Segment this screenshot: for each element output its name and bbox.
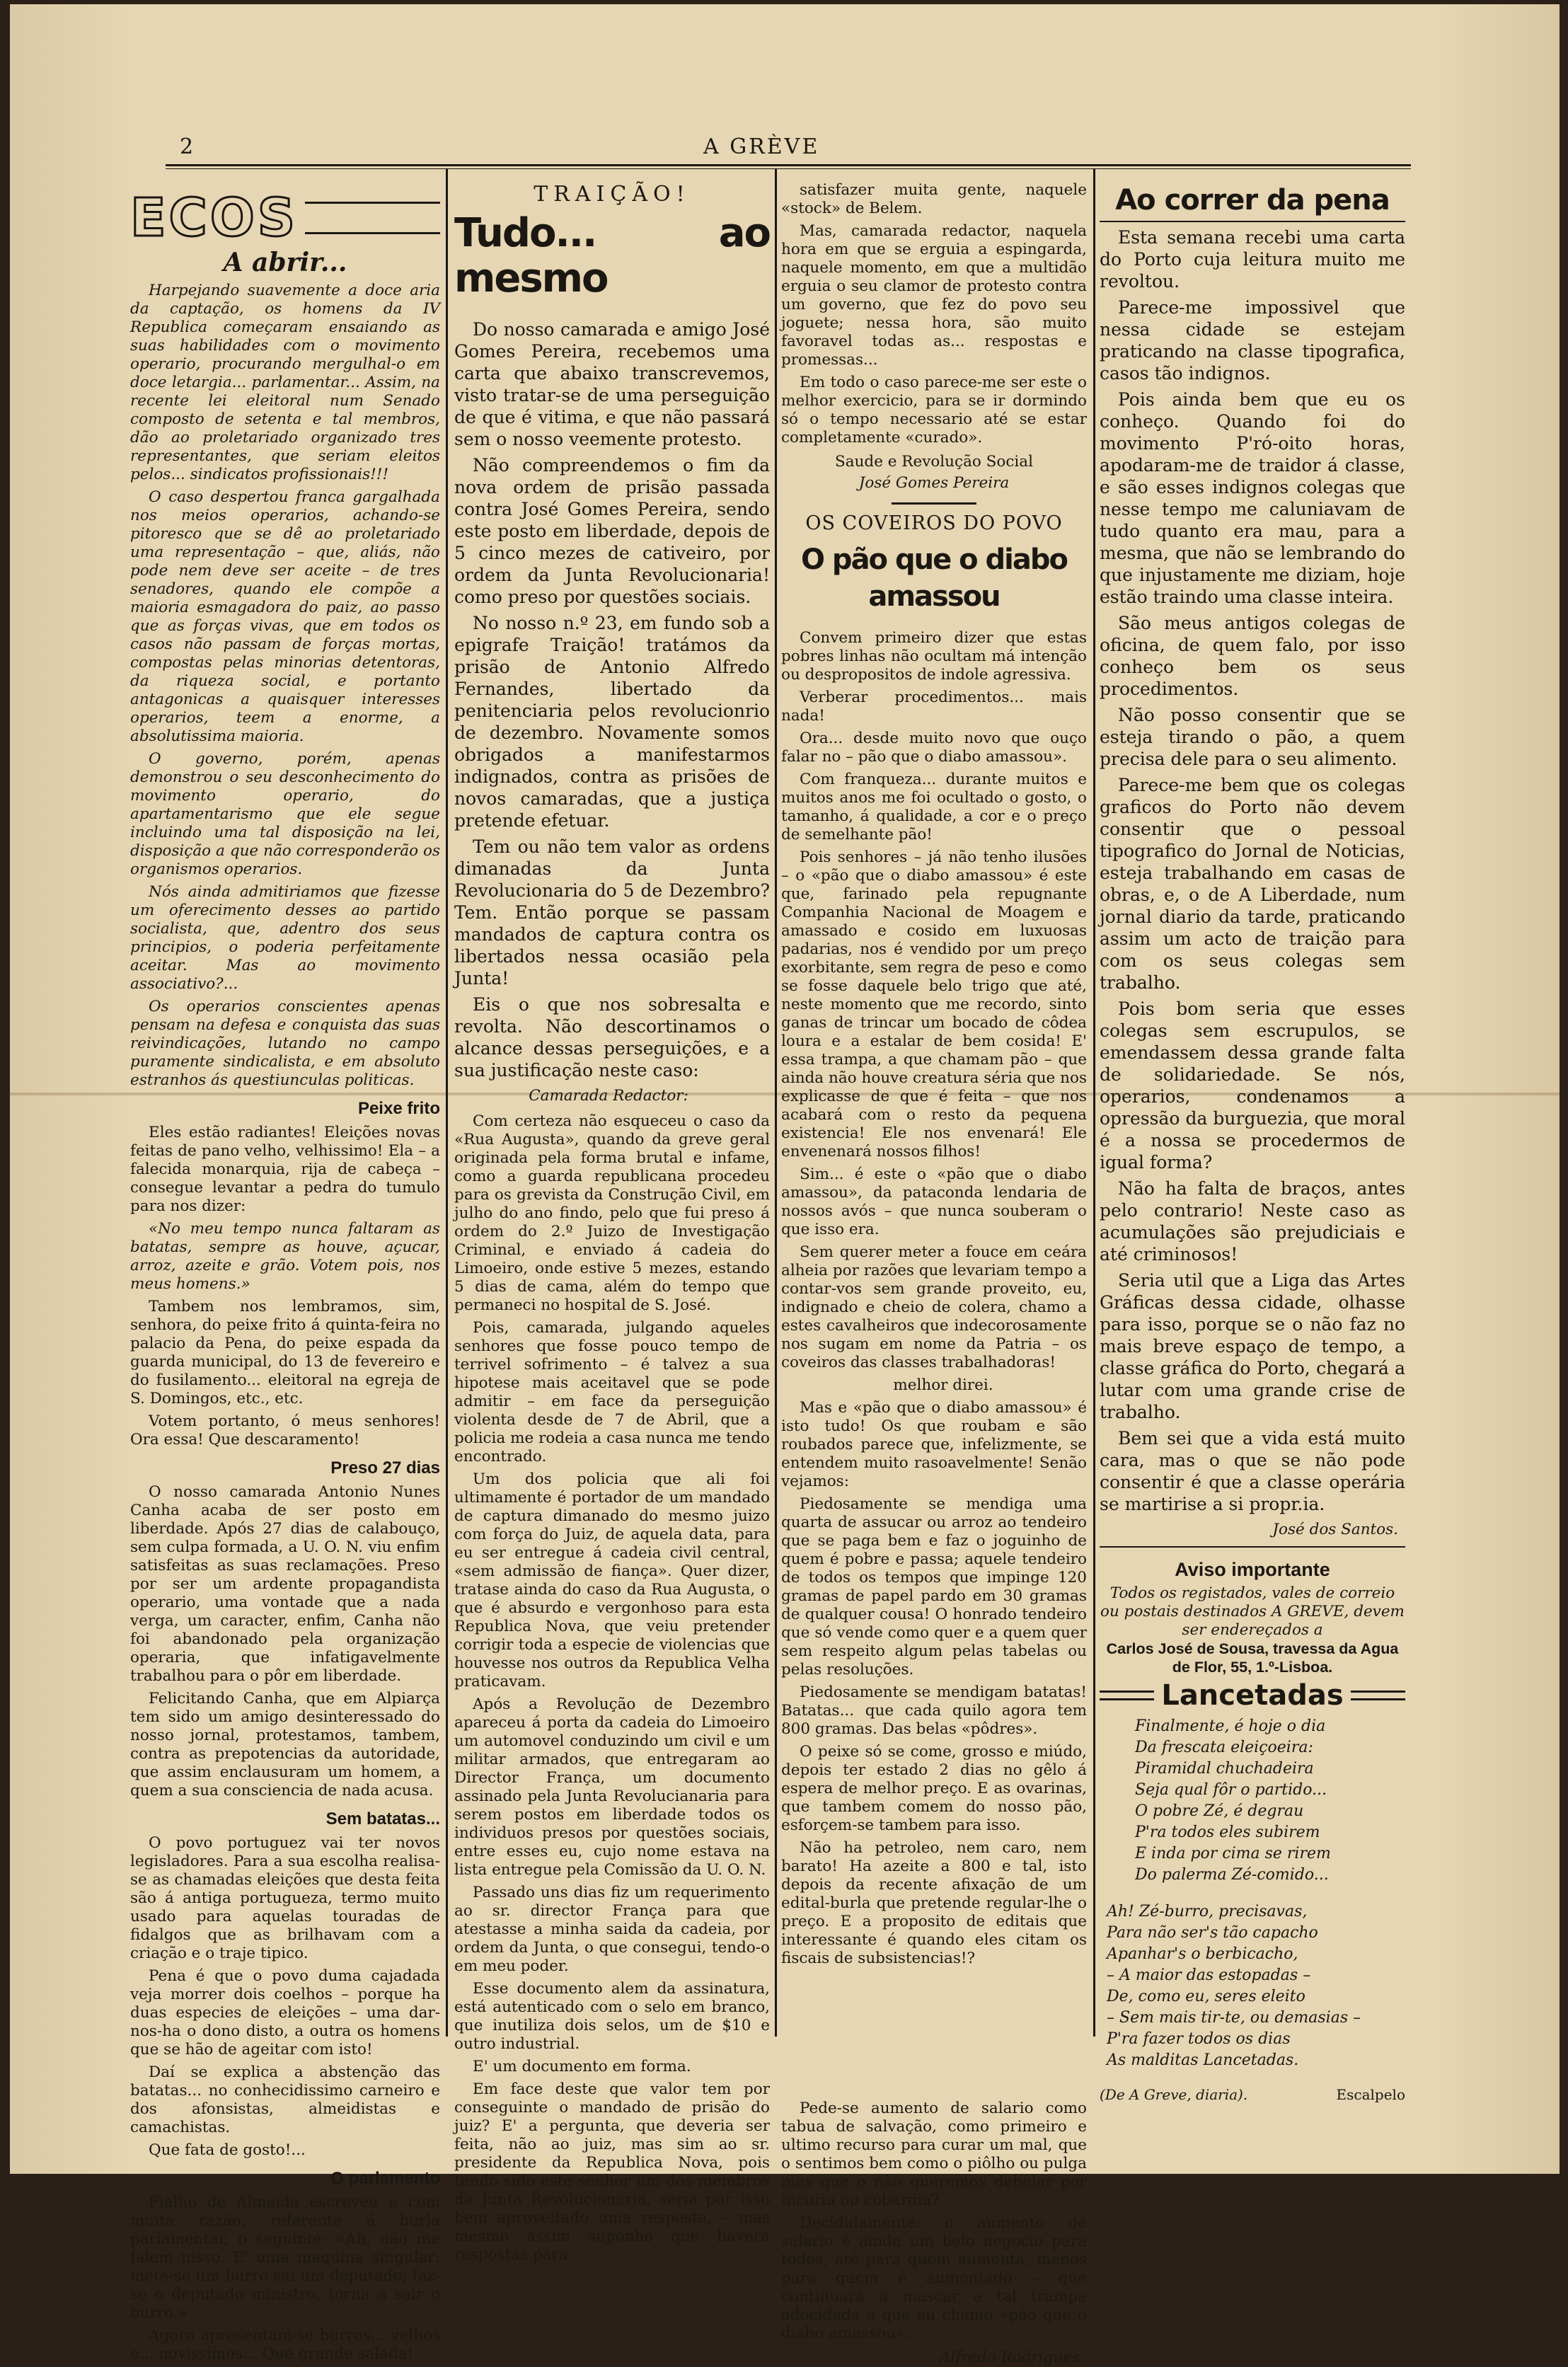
section-dash bbox=[892, 502, 976, 505]
notice-address: Carlos José de Sousa, travessa da Agua de Flor, 55, 1.º-Lisboa. bbox=[1106, 1640, 1399, 1676]
article-paragraph: Piedosamente se mendiga uma quarta de assucar ou arroz ao tendeiro que se paga bem e faz o joguinho de quem é pobre e passa; aquele tendeiro de todos os tempos que impinge 120 gramas de papel pardo em 30 gramas de qualquer cousa! O honrado tendeiro que só vende como quer e a quem quer sem respeito algum pelas tabelas ou pelas resoluções. bbox=[781, 1495, 1087, 1678]
article-paragraph: Pois ainda bem que eu os conheço. Quando foi do movimento P'ró-oito horas, apodaram-me de traidor á classe, e são esses indignos colegas que nesse tempo me caluniavam de tudo quanto era mau, para a mesma, que não se lembrando do que injustamente me diziam, hoje estão traindo uma classe inteira. bbox=[1100, 389, 1405, 607]
letter-paragraph: Em face deste que valor tem por conseguinte o mandado de prisão do juiz? E' a pergunta, que deveria ser feita, não ao juiz, mas sim ao sr. presidente da Republica Nova, pois tendo sido este senhor um dos membros da Junta Revolucionaria, seria por isso bem aproveitado uma resposta, – mas mesmo assim suponho que haverá respostas para bbox=[454, 2080, 770, 2264]
page-number: 2 bbox=[180, 134, 194, 159]
lancetadas-heading bbox=[1100, 1679, 1405, 1712]
article-paragraph: Esta semana recebi uma carta do Porto cuja leitura muito me revoltou. bbox=[1100, 227, 1405, 292]
verse-stanza bbox=[1107, 1901, 1405, 2071]
article-paragraph: Pois bom seria que esses colegas sem escrupulos, se emendassem dessa grande falta de solidariedade. Se nós, operarios, condenamos a opressão da burguezia, que moral é a nossa se procedermos de igual forma? bbox=[1100, 998, 1405, 1173]
article-paragraph: Não ha falta de braços, antes pelo contrario! Neste caso as acumulações são prejudiciais e até criminosos! bbox=[1100, 1178, 1405, 1265]
article-signature: Alfredo Rodrigues bbox=[939, 2349, 1080, 2366]
ecos-lines bbox=[305, 202, 440, 234]
verse-line: Piramidal chuchadeira bbox=[1135, 1760, 1314, 1778]
verse-line: – Sem mais tir-te, ou demasias – bbox=[1107, 2009, 1361, 2027]
article-paragraph: Eis o que nos sobresalta e revolta. Não descortinamos o alcance dessas perseguições, e a sua justificação neste caso: bbox=[454, 994, 770, 1081]
title-rule bbox=[1100, 221, 1405, 222]
letter-paragraph: Esse documento alem da assinatura, está autenticado com o selo em branco, que inutiliza dois selos, um de $10 e outro industrial. bbox=[454, 1980, 770, 2053]
article-paragraph: Sim... é este o «pão que o diabo amassou», da pataconda lendaria de nossos avós – que nunca souberam o que isso era. bbox=[781, 1165, 1087, 1238]
article-paragraph: Pena é que o povo duma cajadada veja morrer dois coelhos – porque ha duas especies de eleições – uma dar-nos-ha o dono disto, a outra os homens que se hão de ageitar com isto! bbox=[130, 1967, 440, 2058]
column-divider bbox=[1093, 168, 1095, 2037]
article-headline: O pão que o diabo amassou bbox=[801, 543, 1067, 613]
verse-line: As malditas Lancetadas. bbox=[1107, 2051, 1299, 2069]
verse-line: Seja qual fôr o partido... bbox=[1135, 1781, 1327, 1799]
blank-space bbox=[781, 1972, 1087, 2100]
verse-line: Apanhar's o berbicacho, bbox=[1107, 1945, 1298, 1963]
heading-rule bbox=[1100, 1691, 1154, 1700]
article-paragraph: Não compreendemos o fim da nova ordem de prisão passada contra José Gomes Pereira, sendo este posto em liberdade, depois de 5 cinco mezes de cativeiro, por ordem da Junta Revolucionaria! como preso por questões sociais. bbox=[454, 455, 770, 607]
letter-paragraph: Mas, camarada redactor, naquela hora em que se erguia a espingarda, naquele momento, em que a multidão erguia o seu clamor de protesto contra um governo, que fez do povo seu joguete; nessa hora, são muito favoravel todas as... respostas e promessas... bbox=[781, 222, 1087, 369]
article-paragraph: Mas e «pão que o diabo amassou» é isto tudo! Os que roubam e são roubados parece que, infelizmente, se entendem muito rasoavelmente! Senão vejamos: bbox=[781, 1399, 1087, 1490]
letter-signature: José Gomes Pereira bbox=[858, 474, 1010, 492]
article-paragraph: Do nosso camarada e amigo José Gomes Pereira, recebemos uma carta que abaixo transcrevemos, visto tratar-se de uma perseguição de que é vitima, e que não passará sem o nosso veemente protesto. bbox=[454, 319, 770, 449]
verse-stanza bbox=[1135, 1716, 1405, 1886]
verse-line: Da frescata eleiçoeira: bbox=[1135, 1739, 1313, 1756]
article-paragraph: Daí se explica a abstenção das batatas... no conhecidissimo carneiro e dos afonsistas, almeidistas e camachistas. bbox=[130, 2063, 440, 2136]
article-paragraph: Felicitando Canha, que em Alpiarça tem sido um amigo desinteressado do nosso jornal, protestamos, tambem, contra as prepotencias da autoridade, que assim enclausuram um homem, a quem a sua consciencia de nada acusa. bbox=[130, 1690, 440, 1799]
article-kicker: TRAIÇÃO! bbox=[534, 182, 691, 207]
article-paragraph: O governo, porém, apenas demonstrou o seu desconhecimento do movimento operario, do apartamentarismo que ele segue incluindo uma tal disposição na lei, disposição a que não corresponderão os organismos operarios. bbox=[130, 750, 440, 878]
article-paragraph: Tambem nos lembramos, sim, senhora, do peixe frito á quinta-feira no palacio da Pena, do peixe espada da guarda municipal, do 13 de fevereiro e do fusilamento... eleitoral na egreja de S. Domingos, etc., etc. bbox=[130, 1298, 440, 1407]
letter-paragraph: Com certeza não esqueceu o caso da «Rua Augusta», quando da greve geral originada pela forma brutal e infame, como a guarda republicana procedeu para os grevista da Construção Civil, em julho do ano findo, pelo que fui preso á ordem do 2.º Juizo de Investigação Criminal, e enviado á cadeia do Limoeiro, onde estive 5 mezes, estando 5 dias de cama, além do tempo que permaneci no hospital de S. José. bbox=[454, 1112, 770, 1314]
ecos-masthead bbox=[130, 190, 440, 246]
column-divider bbox=[775, 168, 777, 2037]
article-title: Ao correr da pena bbox=[1115, 184, 1390, 217]
article-paragraph: Harpejando suavemente a doce aria da captação, os homens da IV Republica começaram ensaiando as suas habilidades com o movimento operario, procurando mergulhal-o em doce letargia... parlamentar... Assim, na recente lei eleitoral num Senado composto de setenta e tal membros, dão ao proletariado organizado tres representantes, que seriam eleitos pelos... sindicatos profissionais!!! bbox=[130, 282, 440, 483]
section-rule bbox=[1100, 1546, 1405, 1548]
article-paragraph: Tem ou não tem valor as ordens dimanadas da Junta Revolucionaria do 5 de Dezembro? Tem. Então porque se passam mandados de captura contra os libertados nessa ocasião pela Junta! bbox=[454, 836, 770, 989]
preso-title: Preso 27 dias bbox=[330, 1458, 440, 1478]
article-paragraph: Os operarios conscientes apenas pensam na defesa e conquista das suas reivindicações, lutando no campo puramente sindicalista, e em absoluto estranhos ás questiunculas politicas. bbox=[130, 998, 440, 1089]
column-correr bbox=[1100, 181, 1405, 2103]
article-paragraph: Não posso consentir que se esteja tirando o pão, a quem precisa dele para o seu alimento. bbox=[1100, 705, 1405, 769]
verse-line: P'ra fazer todos os dias bbox=[1107, 2030, 1291, 2048]
notice-title: Aviso importante bbox=[1175, 1559, 1330, 1580]
verse-line: Ah! Zé-burro, precisavas, bbox=[1107, 1903, 1308, 1920]
article-quote: «No meu tempo nunca faltaram as batatas, sempre as houve, açucar, arroz, azeite e grão. Votem pois, nos meus homens.» bbox=[130, 1220, 440, 1293]
article-paragraph: Fialho de Almeida escreveu e com muita razão, referente á burla parlamentar, o seguinte: «Ah, não me falem nisso. E' uma maquina singular: mete-se um burro sai um deputado; faz-se o deputado ministro, torna a sair o burro.» bbox=[130, 2194, 440, 2322]
verse-line: Para não ser's tão capacho bbox=[1107, 1924, 1318, 1942]
article-paragraph: Verberar procedimentos... mais nada! bbox=[781, 689, 1087, 725]
article-paragraph: Sem querer meter a fouce em ceára alheia por razões que levariam tempo a contar-vos sem grande proveito, eu, indignado e cheio de colera, chamo a estes cavalheiros que indecorosamente nos sugam em nome da Patria – os coveiros das classes trabalhadoras! bbox=[781, 1243, 1087, 1371]
letter-paragraph: Em todo o caso parece-me ser este o melhor exercicio, para se ir dormindo só o tempo necessario até se estar completamente «curado». bbox=[781, 374, 1087, 447]
peixe-title: Peixe frito bbox=[357, 1099, 440, 1118]
letter-paragraph: Após a Revolução de Dezembro apareceu á porta da cadeia do Limoeiro um automovel conduzindo um civil e um militar armados, que entregaram ao Director França, um documento assinado pela Junta Revolucianaria para serem postos em liberdade todos os individuos presos por questões sociais, entre esses eu, cujo nome estava na lista entregue pela Comissão da U. O. N. bbox=[454, 1695, 770, 1879]
verse-line: – A maior das estopadas – bbox=[1107, 1966, 1311, 1984]
article-paragraph: O peixe só se come, grosso e miúdo, depois ter estado 2 dias no gêlo á espera de melhor preço. E as ovarinas, que tambem comem do nosso pão, esforçem-se tambem para isso. bbox=[781, 1743, 1087, 1834]
verse-line: Do palerma Zé-comido... bbox=[1135, 1866, 1329, 1884]
batatas-title: Sem batatas... bbox=[325, 1809, 440, 1828]
article-paragraph: O povo portuguez vai ter novos legisladores. Para a sua escolha realisa-se as chamadas eleições que desta feita são á antiga portugueza, termo muito usado para aquelas touradas de fidalgos que as brilhavam com a criação e o traje tipico. bbox=[130, 1834, 440, 1962]
verse-line: O pobre Zé, é degrau bbox=[1135, 1802, 1304, 1820]
letter-paragraph: E' um documento em forma. bbox=[473, 2058, 691, 2075]
article-paragraph: Piedosamente se mendigam batatas! Batatas... que cada quilo agora tem 800 gramas. Das belas «pôdres». bbox=[781, 1683, 1087, 1738]
letter-paragraph: Pois, camarada, julgando aqueles senhores que fosse pouco tempo de terrivel sofrimento – é talvez a sua hipotese mais aceitavel que se pode admitir – em face da perseguição violenta desde de 7 de Abril, que a policia me rodeia a casa nunca me tendo encontrado. bbox=[454, 1319, 770, 1465]
verse-line: Finalmente, é hoje o dia bbox=[1135, 1717, 1326, 1735]
article-signature: José dos Santos. bbox=[1272, 1521, 1398, 1538]
article-paragraph: Nós ainda admitiriamos que fizesse um oferecimento desses ao partido socialista, que, adentro dos seus principios, o poderia perfeitamente aceitar. Mas ao movimento associativo?... bbox=[130, 883, 440, 993]
letter-paragraph: Passado uns dias fiz um requerimento ao sr. director França para que atestasse a minha saida da cadeia, por ordem da Junta, o que consegui, tendo-o em meu poder. bbox=[454, 1884, 770, 1975]
verse-line: P'ra todos eles subirem bbox=[1135, 1824, 1320, 1841]
verse-line: E inda por cima se rirem bbox=[1135, 1845, 1331, 1862]
poem-footer bbox=[1100, 2085, 1405, 2104]
verse-line: De, como eu, seres eleito bbox=[1107, 1988, 1305, 2005]
article-paragraph: Convem primeiro dizer que estas pobres linhas não ocultam má intenção ou despropositos de indole agressiva. bbox=[781, 629, 1087, 684]
column-divider bbox=[446, 168, 448, 2037]
article-paragraph: Votem portanto, ó meus senhores! Ora essa! Que descaramento! bbox=[130, 1412, 440, 1449]
poem-author: Escalpelo bbox=[1336, 2086, 1405, 2103]
newspaper-page bbox=[10, 4, 1560, 2366]
notice-text: Todos os registados, vales de correio ou postais destinados A GREVE, devem ser endereçados a bbox=[1100, 1584, 1405, 1639]
article-paragraph: Parece-me bem que os colegas graficos do Porto não devem consentir que o pessoal tipografico do Jornal de Noticias, esteja trabalhando em casas de obras, e, o de A Liberdade, num jornal diario da tarde, praticando assim um acto de traição para com os seus colegas sem trabalho. bbox=[1100, 775, 1405, 993]
letter-paragraph: Um dos policia que ali foi ultimamente é portador de um mandado de captura dimanado do mesmo juizo com força do Juiz, de aquela data, para eu ser entregue á cadeia civil central, «sem admissão de fiança». Quer dizer, tratase ainda do caso da Rua Augusta, o que é absurdo e vergonhoso para esta Republica Nova, que veiu pretender corrigir toda a especie de violencias que houvesse nos outros da Republica Velha praticavam. bbox=[454, 1470, 770, 1691]
column-coveiros bbox=[781, 181, 1087, 2366]
abrir-title: A abrir... bbox=[223, 248, 347, 277]
article-paragraph: O nosso camarada Antonio Nunes Canha acaba de ser posto em liberdade. Após 27 dias de calabouço, sem culpa formada, a U. O. N. viu enfim satisfeitas as suas reclamações. Preso por ser um ardente propagandista operario, uma vontade que a nada verga, um caracter, enfim, Canha não foi abandonado pela organização operaria, que infatigavelmente trabalhou para o pôr em liberdade. bbox=[130, 1483, 440, 1685]
article-paragraph: Com franqueza... durante muitos e muitos anos me foi ocultado o gosto, o tamanho, á qualidade, a cor e o preço de semelhante pão! bbox=[781, 771, 1087, 843]
column-traicao bbox=[454, 181, 770, 2264]
article-headline: Tudo... ao mesmo bbox=[454, 210, 770, 301]
stanza-gap bbox=[1100, 1886, 1405, 1901]
article-paragraph: O caso despertou franca gargalhada nos meios operarios, achando-se pitoresco que se dê ao proletariado uma representação – que, aliás, não pode nem deve ser aceite – de tres senadores, quando ele compõe a maioria esmagadora do paiz, ao passo que as forças vivas, que em todos os casos não passam de forças mortas, compostas pelas minorias detentoras, da riqueza social, e portanto antagonicas a quaisquer interesses operarios, teem a enorme, a absolutissima maioria. bbox=[130, 488, 440, 745]
letter-closing: Saude e Revolução Social bbox=[835, 453, 1033, 471]
article-paragraph: São meus antigos colegas de oficina, de quem falo, por isso conheço bem os seus procedimentos. bbox=[1100, 613, 1405, 699]
article-paragraph: Não ha petroleo, nem caro, nem barato! Ha azeite a 800 e tal, isto depois da recente afixação de um edital-burla que pretende regular-lhe o preço. E a proposito de editais que interessante é quando eles citam os fiscais de subsistencias!? bbox=[781, 1839, 1087, 1967]
poem-credit: (De A Greve, diaria). bbox=[1100, 2086, 1248, 2103]
article-paragraph: Pede-se aumento de salario como tabua de salvação, como primeiro e ultimo recurso para curar um mal, que o sentimos bem como o piôlho ou pulga mas que o não queremos debelar por incuria ou cobardia? bbox=[781, 2100, 1087, 2209]
article-paragraph: Parece-me impossivel que nessa cidade se estejam praticando na classe tipografica, casos tão indignos. bbox=[1100, 297, 1405, 384]
article-paragraph: Seria util que a Liga das Artes Gráficas dessa cidade, olhasse para isso, porque se o não faz no mais breve espaço de tempo, a classe gráfica do Porto, chegará a lutar com uma grande crise de trabalho. bbox=[1100, 1270, 1405, 1422]
article-paragraph: Bem sei que a vida está muito cara, mas o que se não pode consentir é que a classe operária se martirise a si propr.ia. bbox=[1100, 1428, 1405, 1514]
lancetadas-title: Lancetadas bbox=[1161, 1679, 1344, 1712]
article-paragraph: melhor direi. bbox=[893, 1376, 993, 1394]
article-paragraph: No nosso n.º 23, em fundo sob a epigrafe Traição! tratámos da prisão de Antonio Alfredo Fernandes, libertado da penitenciaria pelos revolucionrio de dezembro. Novamente somos obrigados a manifestarmos indignados, contra as prisões de novos camaradas, que a justiça pretende efetuar. bbox=[454, 613, 770, 831]
article-paragraph: Ora... desde muito novo que ouço falar no – pão que o diabo amassou». bbox=[781, 730, 1087, 766]
article-paragraph: Pois senhores – já não tenho ilusões – o «pão que o diabo amassou» é este que, farinado pela repugnante Companhia Nacional de Moagem e amassado e cosido em luxuosas padarias, nos é vendido por um preço exorbitante, sem regra de peso e como se fosse daquele belo trigo que até, neste momento que me recordo, sinto ganas de trincar um bocado de côdea loura e a estalar de bem cosida! E' essa trampa, a que chamam pão – que ainda não houve creatura séria que nos explicasse de que é feita – que nos acabará com o resto da pequena existencia! Ele nos envenará! Ele envenenará nossos filhos! bbox=[781, 848, 1087, 1161]
letter-salutation: Camarada Redactor: bbox=[529, 1087, 688, 1105]
article-paragraph: Que fata de gosto!... bbox=[149, 2141, 306, 2159]
article-paragraph: Eles estão radiantes! Eleições novas feitas de pano velho, velhissimo! Ela – a falecida monarquia, rija de cabeça – consegue levantar a pedra do tumulo para nos dizer: bbox=[130, 1124, 440, 1215]
letter-paragraph: satisfazer muita gente, naquele «stock» de Belem. bbox=[781, 181, 1087, 217]
header-rule bbox=[166, 164, 1411, 166]
article-paragraph: Agora apresentam-se burros... velhos e... novissimos... Que grande salada! bbox=[130, 2327, 440, 2363]
heading-rule bbox=[1351, 1691, 1405, 1700]
article-paragraph: Decididamente: o aumento de salario é ainda um belo negocio para todos, até para quem aumenta, menos para quem é aumentado – que continuará a mascar a tal trampa adocidada a que eu chamo «pão que o diabo amassou». bbox=[781, 2214, 1087, 2342]
column-ecos bbox=[130, 181, 440, 2363]
header-rule-thin bbox=[166, 168, 1411, 169]
newspaper-title: A GRÈVE bbox=[703, 134, 820, 159]
page-header bbox=[166, 134, 1411, 163]
ecos-title: ECOS bbox=[130, 188, 299, 248]
parlamento-title: O parlamento bbox=[330, 2169, 440, 2188]
section-title: OS COVEIROS DO POVO bbox=[805, 512, 1063, 534]
